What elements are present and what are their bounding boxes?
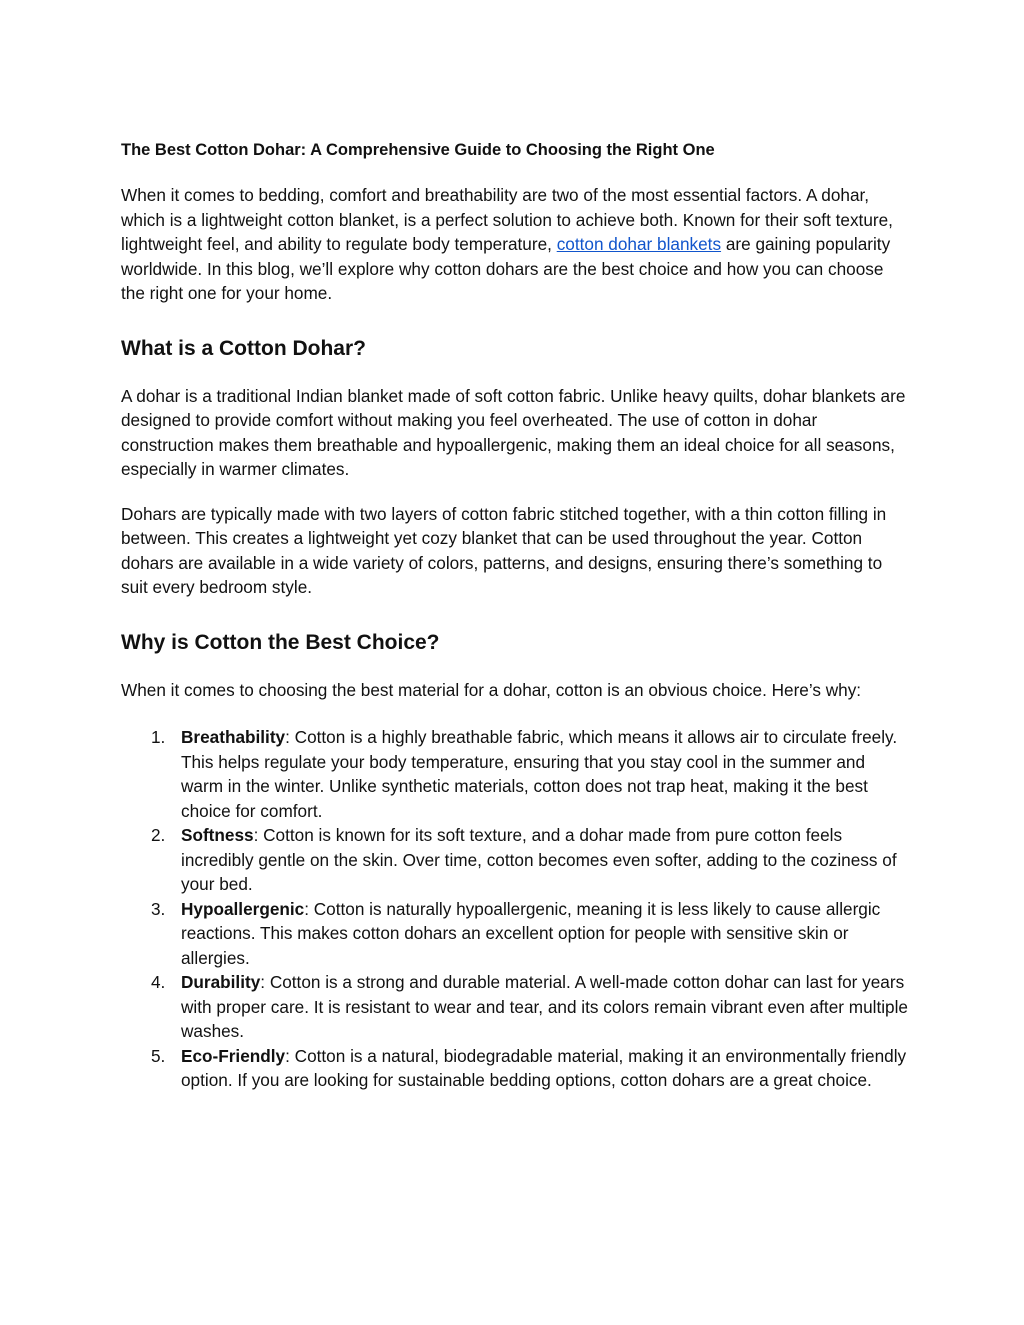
list-item	[151, 823, 911, 897]
list-item-number: 3.	[151, 898, 166, 919]
section-heading-what-is: What is a Cotton Dohar?	[121, 336, 366, 360]
intro-text-before-link: When it comes to bedding, comfort and breathability are two of the most essential factors. A dohar, which is a lightweight cotton blanket, is a perfect solution to achieve both. Known for their soft texture, lightweight feel, and ability to regulate body temperature,	[121, 185, 893, 254]
reasons-list	[121, 725, 911, 1093]
list-item	[151, 725, 911, 823]
section1-paragraph-1: A dohar is a traditional Indian blanket made of soft cotton fabric. Unlike heavy quilts, dohar blankets are designed to provide comfort without making you feel overheated. The use of cotton in dohar construction makes them breathable and hypoallergenic, making them an ideal choice for all seasons, especially in warmer climates.	[121, 385, 906, 479]
intro-paragraph	[121, 183, 911, 306]
list-item-number: 5.	[151, 1045, 166, 1066]
list-item-term: Hypoallergenic	[181, 898, 305, 919]
intro-text-after-link: are gaining popularity worldwide. In this blog, we’ll explore why cotton dohars are the best choice and how you can choose the right one for your home.	[121, 234, 891, 303]
list-item-number: 1.	[151, 727, 166, 747]
list-item-term: Eco-Friendly	[181, 1045, 286, 1066]
cotton-dohar-blankets-link[interactable]: cotton dohar blankets	[556, 234, 722, 254]
list-item-text: : Cotton is naturally hypoallergenic, meaning it is less likely to cause allergic reactions. This makes cotton dohars an excellent option for people with sensitive skin or allergies.	[181, 898, 881, 968]
list-item-text: : Cotton is known for its soft texture, and a dohar made from pure cotton feels incredibly gentle on the skin. Over time, cotton becomes even softer, adding to the coziness of your bed.	[181, 825, 897, 894]
list-item	[151, 970, 911, 1044]
document-page	[121, 138, 911, 1093]
list-item	[151, 1044, 911, 1093]
section1-paragraph-2: Dohars are typically made with two layers of cotton fabric stitched together, with a thin cotton filling in between. This creates a lightweight yet cozy blanket that can be used throughout the year. Cotton dohars are available in a wide variety of colors, patterns, and designs, ensuring there’s something to suit every bedroom style.	[121, 503, 887, 597]
list-item-text: : Cotton is a natural, biodegradable material, making it an environmentally friendly option. If you are looking for sustainable bedding options, cotton dohars are a great choice.	[181, 1045, 907, 1090]
list-item-text: : Cotton is a highly breathable fabric, which means it allows air to circulate freely. This helps regulate your body temperature, ensuring that you stay cool in the summer and warm in the winter. Unlike synthetic materials, cotton does not trap heat, making it the best choice for comfort.	[181, 727, 898, 821]
section2-intro-paragraph: When it comes to choosing the best material for a dohar, cotton is an obvious choice. Here’s why:	[121, 679, 862, 700]
list-item	[151, 897, 911, 971]
list-item-term: Breathability	[181, 727, 286, 747]
list-item-number: 4.	[151, 972, 166, 992]
document-title: The Best Cotton Dohar: A Comprehensive Guide to Choosing the Right One	[121, 141, 715, 159]
list-item-term: Softness	[181, 825, 254, 845]
list-item-number: 2.	[151, 825, 166, 845]
list-item-text: : Cotton is a strong and durable material. A well-made cotton dohar can last for years with proper care. It is resistant to wear and tear, and its colors remain vibrant even after multiple washes.	[181, 972, 908, 1041]
section-heading-why-cotton: Why is Cotton the Best Choice?	[121, 630, 440, 654]
list-item-term: Durability	[181, 972, 261, 992]
